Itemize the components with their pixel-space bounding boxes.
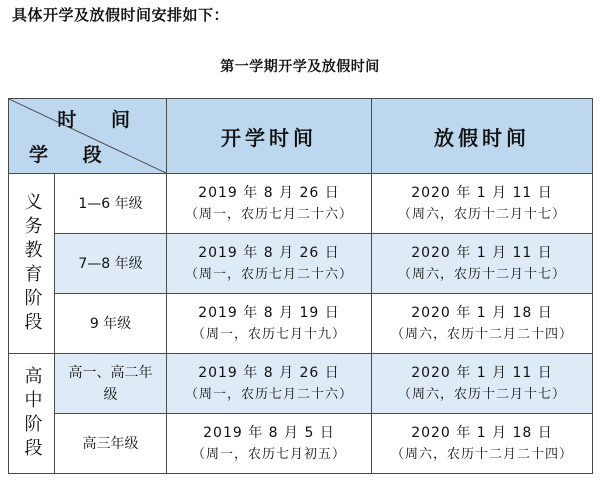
schedule-table — [8, 98, 593, 474]
table-row — [9, 234, 593, 294]
start-lunar: （周一，农历七月初五） — [191, 446, 346, 462]
holiday-date: 2020 年 1 月 11 日 — [411, 184, 553, 201]
holiday-lunar: （周六，农历十二月十七） — [397, 266, 566, 282]
start-date: 2019 年 8 月 26 日 — [198, 184, 340, 201]
corner-time-label: 时 间 — [57, 109, 144, 131]
grade-cell: 高一、高二年级 — [55, 354, 167, 414]
holiday-date-cell — [372, 414, 593, 474]
start-lunar: （周一，农历七月二十六） — [184, 266, 353, 282]
holiday-lunar: （周六，农历十二月十七） — [397, 206, 566, 222]
table-row — [9, 174, 593, 234]
start-date-cell — [167, 414, 372, 474]
grade-cell: 9 年级 — [55, 294, 167, 354]
table-row — [9, 414, 593, 474]
holiday-date: 2020 年 1 月 11 日 — [411, 244, 553, 261]
start-date: 2019 年 8 月 26 日 — [198, 364, 340, 381]
holiday-lunar: （周六，农历十二月二十四） — [390, 446, 573, 462]
header-row — [9, 99, 593, 174]
start-time-header: 开学时间 — [167, 99, 372, 174]
group-high-school-label: 高中阶段 — [9, 354, 55, 474]
grade-cell: 7—8 年级 — [55, 234, 167, 294]
start-lunar: （周一，农历七月十九） — [191, 326, 346, 342]
corner-header-cell — [9, 99, 167, 174]
table-caption: 第一学期开学及放假时间 — [220, 59, 380, 75]
holiday-date: 2020 年 1 月 18 日 — [411, 424, 553, 441]
holiday-date: 2020 年 1 月 11 日 — [411, 364, 553, 381]
table-row — [9, 294, 593, 354]
holiday-lunar: （周六，农历十二月十七） — [397, 386, 566, 402]
intro-text: 具体开学及放假时间安排如下： — [12, 6, 230, 24]
holiday-date: 2020 年 1 月 18 日 — [411, 304, 553, 321]
table-row — [9, 354, 593, 414]
grade-cell: 高三年级 — [55, 414, 167, 474]
start-date-cell — [167, 174, 372, 234]
holiday-date-cell — [372, 234, 593, 294]
holiday-date-cell — [372, 174, 593, 234]
group-compulsory-label: 义务教育阶段 — [9, 174, 55, 354]
holiday-date-cell — [372, 294, 593, 354]
grade-cell: 1—6 年级 — [55, 174, 167, 234]
holiday-lunar: （周六，农历十二月二十四） — [390, 326, 573, 342]
start-date-cell — [167, 294, 372, 354]
holiday-date-cell — [372, 354, 593, 414]
corner-stage-label: 学 段 — [29, 144, 116, 166]
holiday-time-header: 放假时间 — [372, 99, 593, 174]
start-lunar: （周一，农历七月二十六） — [184, 386, 353, 402]
start-date: 2019 年 8 月 19 日 — [198, 304, 340, 321]
start-date-cell — [167, 354, 372, 414]
start-lunar: （周一，农历七月二十六） — [184, 206, 353, 222]
start-date-cell — [167, 234, 372, 294]
start-date: 2019 年 8 月 26 日 — [198, 244, 340, 261]
start-date: 2019 年 8 月 5 日 — [203, 424, 335, 441]
